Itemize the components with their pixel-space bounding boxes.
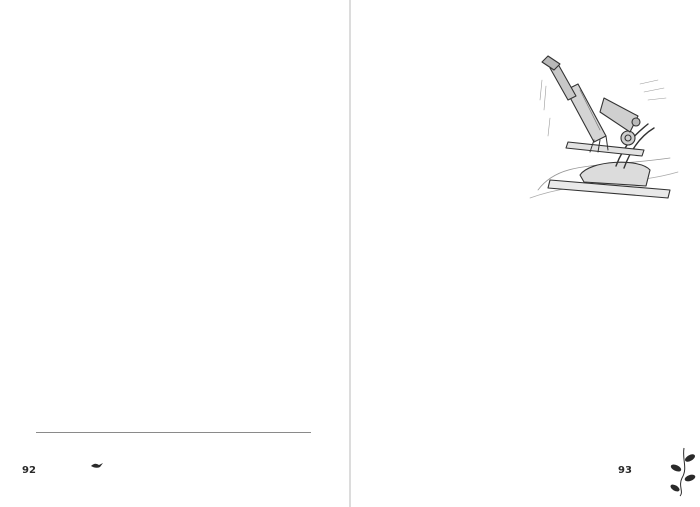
footnote-divider xyxy=(36,432,311,433)
vine-ornament-icon xyxy=(668,446,700,498)
page-number-left: 92 xyxy=(22,465,36,476)
bird-icon xyxy=(90,460,104,470)
microscope-illustration xyxy=(520,40,680,210)
page-number-right: 93 xyxy=(618,465,632,476)
right-page xyxy=(350,0,700,507)
